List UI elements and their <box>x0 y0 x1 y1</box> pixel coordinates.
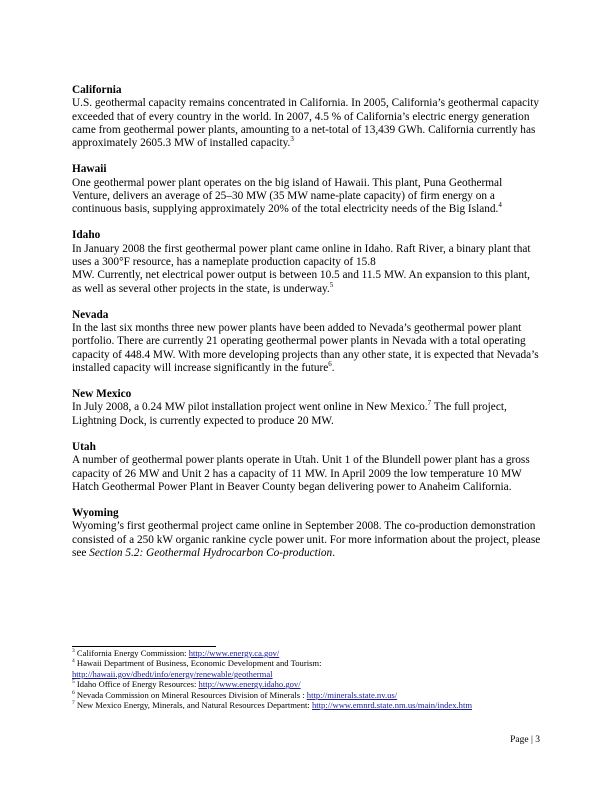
footnote-link[interactable]: http://www.energy.ca.gov/ <box>188 648 280 658</box>
paragraph-text: In the last six months three new power plants have been added to Nevada’s geothermal power plant portfolio. There are currently 21 operating geothermal power plants in Nevada with a total operating capacity of 448.4 MW. With more developing projects than any other state, it is expected that Nevada’s installed capacity will increase significantly in the future <box>72 322 539 374</box>
paragraph-text: U.S. geothermal capacity remains concentrated in California. In 2005, California’s geothermal capacity exceeded that of every country in the world. In 2007, 4.5 % of California’s electric energy generation came from geothermal power plants, amounting to a net-total of 13,439 GWh. California currently has approximately 2605.3 MW of installed capacity. <box>72 97 540 150</box>
paragraph-text-tail: . <box>331 361 335 374</box>
paragraph-text: Wyoming’s first geothermal project came online in September 2008. The co-production demonstration consisted of a 250 kW organic rankine cycle power unit. For more information about the project, please see <box>72 520 541 559</box>
footnote-4-link-line <box>72 669 552 679</box>
footnote-number: 3 <box>72 648 75 655</box>
footnote-link[interactable]: http://minerals.state.nv.us/ <box>306 689 398 700</box>
footnote-ref: 6 <box>328 360 332 369</box>
footnote-link[interactable]: http://www.emnrd.state.nm.us/main/index.htm <box>311 700 473 711</box>
paragraph-text: One geothermal power plant operates on the big island of Hawaii. This plant, Puna Geothermal Venture, delivers an average of 25–30 MW (35 MW name-plate capacity) of firm energy on a continuous basis, supplying approximately 20% of the total electricity needs of the Big Island. <box>72 176 503 216</box>
page-number: Page | 3 <box>510 735 540 745</box>
footnote-number: 7 <box>72 700 75 707</box>
section-paragraph <box>72 243 542 296</box>
footnote-ref: 5 <box>329 280 334 289</box>
section-utah <box>72 441 542 494</box>
section-heading: Hawaii <box>72 163 107 176</box>
paragraph-text: In January 2008 the first geothermal power plant came online in Idaho. Raft River, a binary plant that uses a 300°F resource, has a nameplate production capacity of 15.8 <box>72 242 531 268</box>
footnote-3 <box>72 648 552 658</box>
paragraph-text: A number of geothermal power plants operate in Utah. Unit 1 of the Blundell power plant has a gross capacity of 26 MW and Unit 2 has a capacity of 11 MW. In April 2009 the low temperature 10 MW Hatch Geothermal Power Plant in Beaver County began delivering power to Anaheim California. <box>72 454 530 493</box>
footnote-ref: 4 <box>498 201 502 210</box>
footnote-ref: 3 <box>290 135 294 144</box>
footnote-number: 6 <box>72 689 75 696</box>
footnote-text: Nevada Commission on Mineral Resources Division of Minerals : <box>76 689 307 700</box>
section-paragraph <box>72 322 542 375</box>
footnote-link[interactable]: http://www.energy.idaho.gov/ <box>198 679 301 690</box>
paragraph-text: MW. Currently, net electrical power output is between 10.5 and 11.5 MW. An expansion to this plant, as well as several other projects in the state, is underway. <box>72 269 530 295</box>
footnote-text: California Energy Commission: <box>76 648 189 658</box>
section-wyoming <box>72 507 542 560</box>
section-hawaii <box>72 163 542 216</box>
footnote-link[interactable]: http://hawaii.gov/dbedt/info/energy/renewable/geothermal <box>72 668 273 679</box>
footnote-text: Hawaii Department of Business, Economic Development and Tourism: <box>76 658 322 669</box>
section-nevada <box>72 309 542 375</box>
footnote-number: 4 <box>72 658 75 665</box>
footnote-separator <box>72 646 216 647</box>
footnote-ref: 7 <box>427 399 432 408</box>
section-paragraph <box>72 97 542 150</box>
section-reference: Section 5.2: Geothermal Hydrocarbon Co-production <box>89 546 333 559</box>
footnote-text: Idaho Office of Energy Resources: <box>76 679 199 690</box>
paragraph-text: In July 2008, a 0.24 MW pilot installation project went online in New Mexico. <box>72 401 428 414</box>
footnote-text: New Mexico Energy, Minerals, and Natural Resources Department: <box>76 700 312 711</box>
section-idaho <box>72 229 542 295</box>
section-new-mexico <box>72 388 542 428</box>
section-heading: New Mexico <box>72 388 132 401</box>
section-paragraph <box>72 520 542 560</box>
section-heading: Wyoming <box>72 507 119 520</box>
section-paragraph <box>72 454 542 494</box>
section-heading: California <box>72 84 122 96</box>
section-heading: Utah <box>72 441 96 454</box>
footnote-7 <box>72 700 552 710</box>
footnote-6 <box>72 690 552 700</box>
footnote-number: 5 <box>72 679 75 686</box>
section-paragraph <box>72 177 542 217</box>
footnote-5 <box>72 679 552 689</box>
document-body <box>72 84 542 573</box>
paragraph-text-tail: The full project, Lightning Dock, is currently expected to produce 20 MW. <box>72 401 507 427</box>
section-heading: Idaho <box>72 229 101 242</box>
footnotes <box>72 648 552 710</box>
footnote-4 <box>72 658 552 668</box>
section-heading: Nevada <box>72 308 109 321</box>
paragraph-text-tail: . <box>332 546 336 559</box>
section-california <box>72 84 542 150</box>
section-paragraph <box>72 401 542 428</box>
